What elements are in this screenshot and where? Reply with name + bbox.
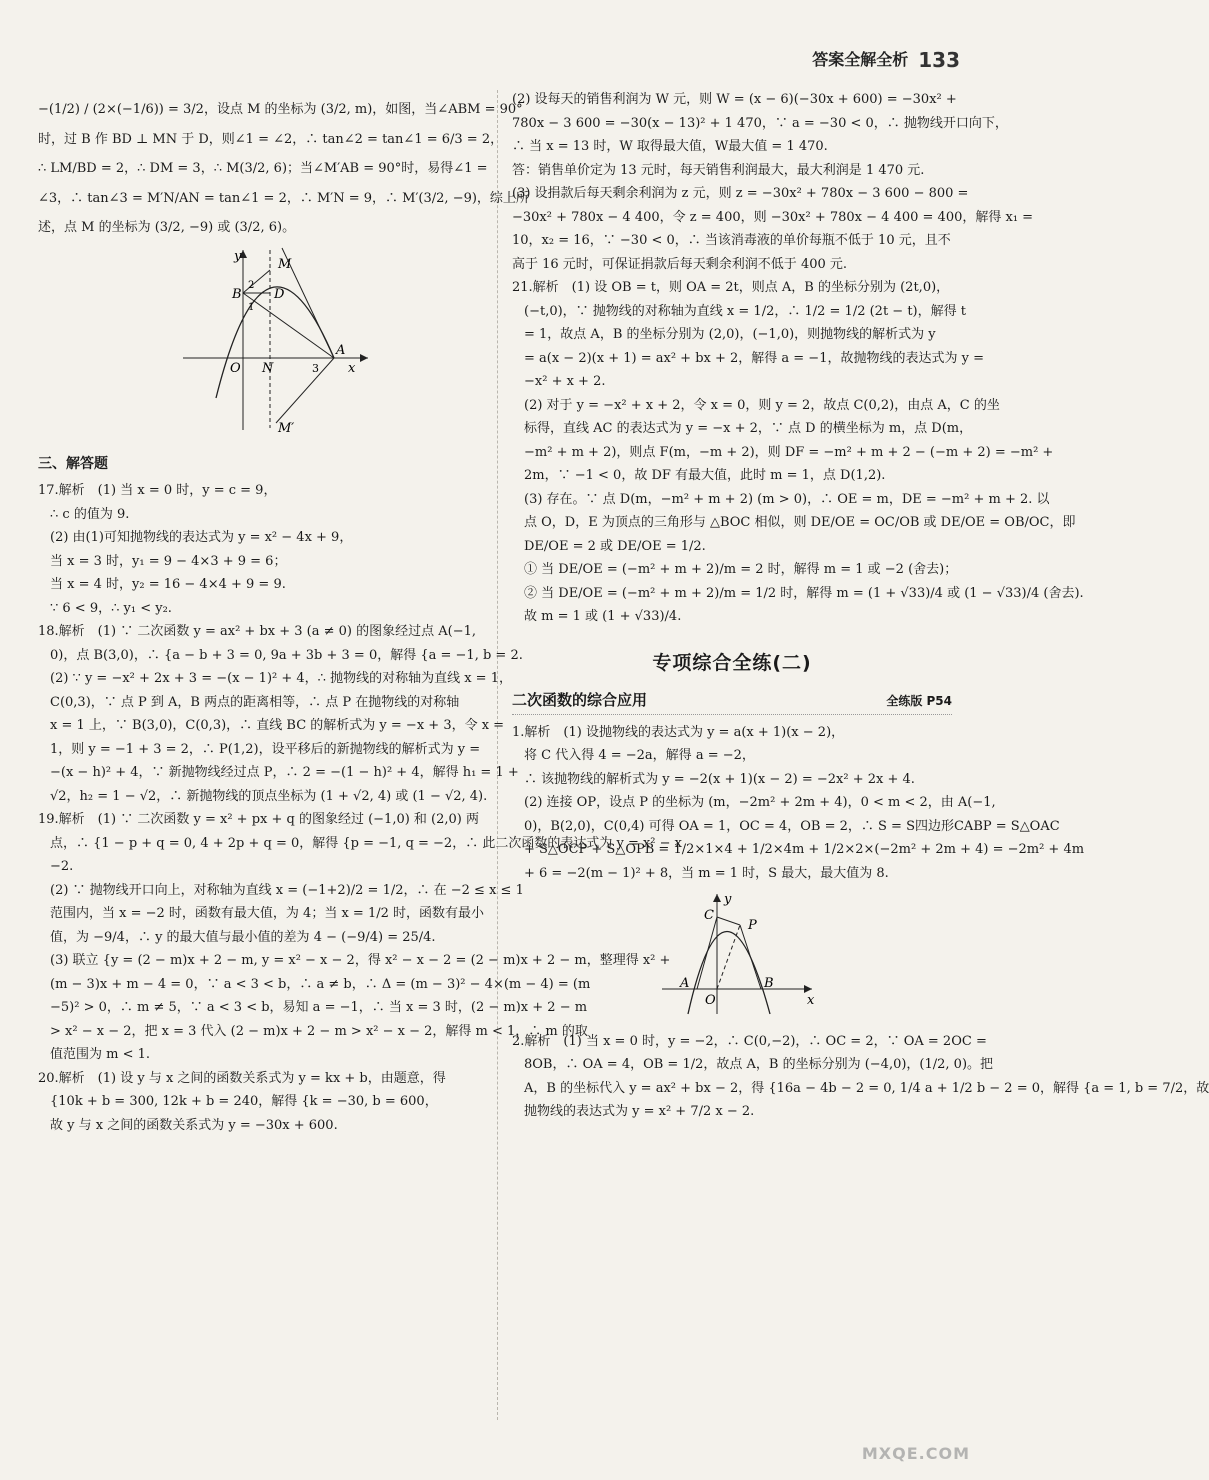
- text-line: 当 x = 3 时，y₁ = 9 − 4×3 + 9 = 6；: [50, 553, 287, 569]
- text-line: A，B 的坐标代入 y = ax² + bx − 2，得 {16a − 4b − 2 = 0, 1/4 a + 1/2 b − 2 = 0，解得 {a = 1, b = 7/2，故: [524, 1080, 1209, 1096]
- x-axis-arrow: [804, 985, 812, 993]
- label-o: O: [230, 360, 241, 376]
- text-line: 将 C 代入得 4 = −2a，解得 a = −2，: [524, 748, 755, 763]
- label-y: y: [234, 248, 242, 264]
- text-line: −(x − h)² + 4，∵ 新抛物线经过点 P，∴ 2 = −(1 − h)² + 4，解得 h₁ = 1 +: [50, 765, 519, 780]
- text-line: 21.解析 (1) 设 OB = t，则 OA = 2t，则点 A，B 的坐标分别为 (2t,0)，: [512, 280, 950, 295]
- text-line: ∴ 当 x = 13 时，W 取得最大值，W最大值 = 1 470.: [512, 139, 828, 154]
- text-line: 述，点 M 的坐标为 (3/2, −9) 或 (3/2, 6)。: [38, 220, 296, 235]
- text-line: 0)，点 B(3,0)，∴ {a − b + 3 = 0, 9a + 3b + 3 = 0，解得 {a = −1, b = 2.: [50, 647, 523, 663]
- y-axis-arrow: [713, 894, 721, 902]
- text-line: −30x² + 780x − 4 400，令 z = 400，则 −30x² + 780x − 4 400 = 400，解得 x₁ =: [512, 209, 1034, 225]
- text-line: 标得，直线 AC 的表达式为 y = −x + 2，∵ 点 D 的横坐标为 m，点 D(m，: [524, 421, 973, 436]
- text-line: 答：销售单价定为 13 元时，每天销售利润最大，最大利润是 1 470 元.: [512, 162, 925, 178]
- text-line: 故 m = 1 或 (1 + √33)/4.: [524, 609, 682, 624]
- header-title: 答案全解全析: [812, 50, 909, 69]
- sub-section-ref: 全练版 P54: [886, 694, 952, 708]
- page-header: [812, 40, 960, 80]
- text-line: 17.解析 (1) 当 x = 0 时，y = c = 9，: [38, 483, 277, 498]
- text-line: 值，为 −9/4，∴ y 的最大值与最小值的差为 4 − (−9/4) = 25/4.: [50, 929, 436, 945]
- text-line: = a(x − 2)(x + 1) = ax² + bx + 2，解得 a = −1，故抛物线的表达式为 y =: [524, 350, 984, 366]
- label-angle3: 3: [312, 361, 319, 375]
- text-line: + 6 = −2(m − 1)² + 8，当 m = 1 时，S 最大，最大值为 8.: [524, 865, 889, 881]
- label-d: D: [274, 286, 285, 302]
- text-line: ② 当 DE/OE = (−m² + m + 2)/m = 1/2 时，解得 m = (1 + √33)/4 或 (1 − √33)/4 (舍去).: [524, 585, 1084, 601]
- text-line: 10，x₂ = 16，∵ −30 < 0，∴ 当该消毒液的单价每瓶不低于 10 元，且不: [512, 233, 951, 248]
- label-m: M: [278, 256, 292, 272]
- label-x: x: [348, 360, 356, 376]
- label-angle2: 2: [248, 279, 255, 291]
- text-line: 20.解析 (1) 设 y 与 x 之间的函数关系式为 y = kx + b，由题意，得: [38, 1070, 446, 1086]
- text-line: 780x − 3 600 = −30(x − 13)² + 1 470，∵ a = −30 < 0，∴ 抛物线开口向下，: [512, 115, 1008, 131]
- segment-pb: [740, 925, 761, 989]
- figure-2-svg: [512, 889, 952, 1019]
- text-line: ∴ 该抛物线的解析式为 y = −2(x + 1)(x − 2) = −2x² + 2x + 4.: [524, 771, 915, 787]
- text-line: 2.解析 (1) 当 x = 0 时，y = −2，∴ C(0,−2)，∴ OC = 2，∵ OA = 2OC =: [512, 1033, 987, 1049]
- text-line: 19.解析 (1) ∵ 二次函数 y = x² + px + q 的图象经过 (−1,0) 和 (2,0) 两: [38, 812, 480, 827]
- text-line: {10k + b = 300, 12k + b = 240，解得 {k = −30, b = 600，: [50, 1094, 438, 1109]
- label-c: C: [704, 908, 714, 923]
- segment-ba: [243, 293, 334, 358]
- text-line: 值范围为 m < 1.: [50, 1047, 151, 1062]
- page-number: 133: [918, 48, 960, 72]
- label-angle1: 1: [248, 301, 255, 313]
- text-line: √2，h₂ = 1 − √2，∴ 新抛物线的顶点坐标为 (1 + √2, 4) 或 (1 − √2, 4).: [50, 788, 488, 804]
- sub-section-header: [512, 689, 952, 715]
- text-line: 故 y 与 x 之间的函数关系式为 y = −30x + 600.: [50, 1117, 338, 1133]
- text-line: ① 当 DE/OE = (−m² + m + 2)/m = 2 时，解得 m = 1 或 −2 (舍去)；: [524, 562, 958, 577]
- text-line: −5)² > 0，∴ m ≠ 5，∵ a < 3 < b，易知 a = −1，∴ 当 x = 3 时，(2 − m)x + 2 − m: [50, 1000, 588, 1015]
- segment-cp: [717, 917, 740, 925]
- text-line: 高于 16 元时，可保证捐款后每天剩余利润不低于 400 元.: [512, 256, 848, 272]
- section-heading: 三、解答题: [38, 456, 108, 472]
- text-line: 抛物线的表达式为 y = x² + 7/2 x − 2.: [524, 1104, 755, 1119]
- text-line: (2) 设每天的销售利润为 W 元，则 W = (x − 6)(−30x + 600) = −30x² +: [512, 92, 957, 107]
- text-line: = 1，故点 A，B 的坐标分别为 (2,0)，(−1,0)，则抛物线的解析式为 y: [524, 327, 936, 342]
- text-line: ∴ LM/BD = 2，∴ DM = 3，∴ M(3/2, 6)；当∠M′AB = 90°时，易得∠1 =: [38, 161, 488, 176]
- text-line: −2.: [50, 859, 74, 874]
- text-line: 当 x = 4 时，y₂ = 16 − 4×4 + 9 = 9.: [50, 577, 286, 592]
- text-line: 2m，∵ −1 < 0，故 DF 有最大值，此时 m = 1，点 D(1,2).: [524, 468, 886, 483]
- figure-parabola-1: [38, 248, 478, 445]
- label-b: B: [764, 976, 774, 991]
- text-line: 18.解析 (1) ∵ 二次函数 y = ax² + bx + 3 (a ≠ 0) 的图象经过点 A(−1,: [38, 624, 476, 639]
- text-line: + S△OCP + S△OPB = 1/2×1×4 + 1/2×4m + 1/2×2×(−2m² + 2m + 4) = −2m² + 4m: [524, 842, 1085, 857]
- text-line: (2) ∵ 抛物线开口向上，对称轴为直线 x = (−1+2)/2 = 1/2，∴ 在 −2 ≤ x ≤ 1: [50, 882, 524, 898]
- segment-ac: [697, 917, 717, 989]
- text-line: −x² + x + 2.: [524, 374, 606, 389]
- label-y: y: [724, 892, 732, 907]
- parabola-curve: [688, 932, 770, 1015]
- text-line: 范围内，当 x = −2 时，函数有最大值，为 4；当 x = 1/2 时，函数有最小: [50, 906, 484, 921]
- segment-op: [717, 925, 740, 989]
- text-line: 1，则 y = −1 + 3 = 2，∴ P(1,2)，设平移后的新抛物线的解析式为 y =: [50, 741, 481, 757]
- text-line: ∵ 6 < 9，∴ y₁ < y₂.: [50, 600, 172, 616]
- x-axis-arrow: [360, 354, 368, 362]
- column-divider: [497, 90, 498, 1420]
- segment-am2: [276, 358, 334, 423]
- text-line: (2) ∵ y = −x² + 2x + 3 = −(x − 1)² + 4，∴ 抛物线的对称轴为直线 x = 1，: [50, 671, 512, 686]
- text-line: > x² − x − 2，把 x = 3 代入 (2 − m)x + 2 − m > x² − x − 2，解得 m < 1，∴ m 的取: [50, 1023, 588, 1039]
- text-line: (−t,0)，∵ 抛物线的对称轴为直线 x = 1/2，∴ 1/2 = 1/2 (2t − t)，解得 t: [524, 303, 966, 319]
- text-line: 点，∴ {1 − p + q = 0, 4 + 2p + q = 0，解得 {p = −1, q = −2，∴ 此二次函数的表达式为 y = x² − x: [50, 835, 683, 851]
- text-line: (3) 存在。∵ 点 D(m，−m² + m + 2) (m > 0)，∴ OE = m，DE = −m² + m + 2. 以: [524, 491, 1050, 507]
- label-n: N: [262, 360, 274, 376]
- label-b: B: [232, 286, 242, 302]
- text-line: (2) 对于 y = −x² + x + 2，令 x = 0，则 y = 2，故点 C(0,2)，由点 A，C 的坐: [524, 397, 1000, 413]
- text-line: ∠3，∴ tan∠3 = M′N/AN = tan∠1 = 2，∴ M′N = 9，∴ M′(3/2, −9)，综上所: [38, 190, 529, 206]
- label-a: A: [680, 976, 690, 991]
- watermark-logo-text: MXQE.COM: [861, 1444, 970, 1463]
- text-line: (2) 由(1)可知抛物线的表达式为 y = x² − 4x + 9，: [50, 530, 353, 545]
- text-line: DE/OE = 2 或 DE/OE = 1/2.: [524, 538, 706, 554]
- text-line: ∴ c 的值为 9.: [50, 506, 130, 522]
- text-line: 8OB，∴ OA = 4，OB = 1/2，故点 A，B 的坐标分别为 (−4,0)，(1/2, 0)。把: [524, 1057, 994, 1072]
- text-line: (m − 3)x + m − 4 = 0，∵ a < 3 < b，∴ a ≠ b，∴ Δ = (m − 3)² − 4×(m − 4) = (m: [50, 976, 591, 992]
- label-x: x: [807, 993, 815, 1008]
- text-line: 0)，B(2,0)，C(0,4) 可得 OA = 1，OC = 4，OB = 2，∴ S = S四边形CABP = S△OAC: [524, 818, 1060, 834]
- text-line: (3) 设捐款后每天剩余利润为 z 元，则 z = −30x² + 780x − 3 600 − 800 =: [512, 186, 969, 201]
- text-line: x = 1 上，∵ B(3,0)，C(0,3)，∴ 直线 BC 的解析式为 y = −x + 3，令 x =: [50, 718, 505, 733]
- text-line: 点 O，D，E 为顶点的三角形与 △BOC 相似，则 DE/OE = OC/OB 或 DE/OE = OB/OC，即: [524, 515, 1076, 530]
- text-line: (3) 联立 {y = (2 − m)x + 2 − m, y = x² − x − 2，得 x² − x − 2 = (2 − m)x + 2 − m，整理得 x² +: [50, 953, 671, 968]
- special-section-title: 专项综合全练(二): [652, 651, 812, 674]
- label-p: P: [748, 918, 757, 933]
- text-line: −(1/2) / (2×(−1/6)) = 3/2，设点 M 的坐标为 (3/2, m)，如图，当∠ABM = 90°: [38, 102, 523, 117]
- text-line: 1.解析 (1) 设抛物线的表达式为 y = a(x + 1)(x − 2)，: [512, 724, 845, 740]
- text-line: 时，过 B 作 BD ⊥ MN 于 D，则∠1 = ∠2，∴ tan∠2 = tan∠1 = 6/3 = 2，: [38, 131, 504, 147]
- label-o: O: [705, 993, 716, 1008]
- text-line: C(0,3)，∵ 点 P 到 A，B 两点的距离相等，∴ 点 P 在抛物线的对称轴: [50, 694, 460, 710]
- text-line: −m² + m + 2)，则点 F(m，−m + 2)，则 DF = −m² + m + 2 − (−m + 2) = −m² +: [524, 444, 1054, 460]
- label-a: A: [336, 342, 346, 358]
- parabola-curve: [216, 286, 334, 397]
- label-m-prime: M′: [278, 420, 295, 436]
- sub-section-title: 二次函数的综合应用: [512, 691, 648, 709]
- figure-1-svg: [38, 248, 478, 438]
- right-column: [512, 90, 1209, 1126]
- text-line: (2) 连接 OP，设点 P 的坐标为 (m，−2m² + 2m + 4)，0 < m < 2，由 A(−1,: [524, 795, 996, 810]
- figure-parabola-2: [512, 889, 952, 1026]
